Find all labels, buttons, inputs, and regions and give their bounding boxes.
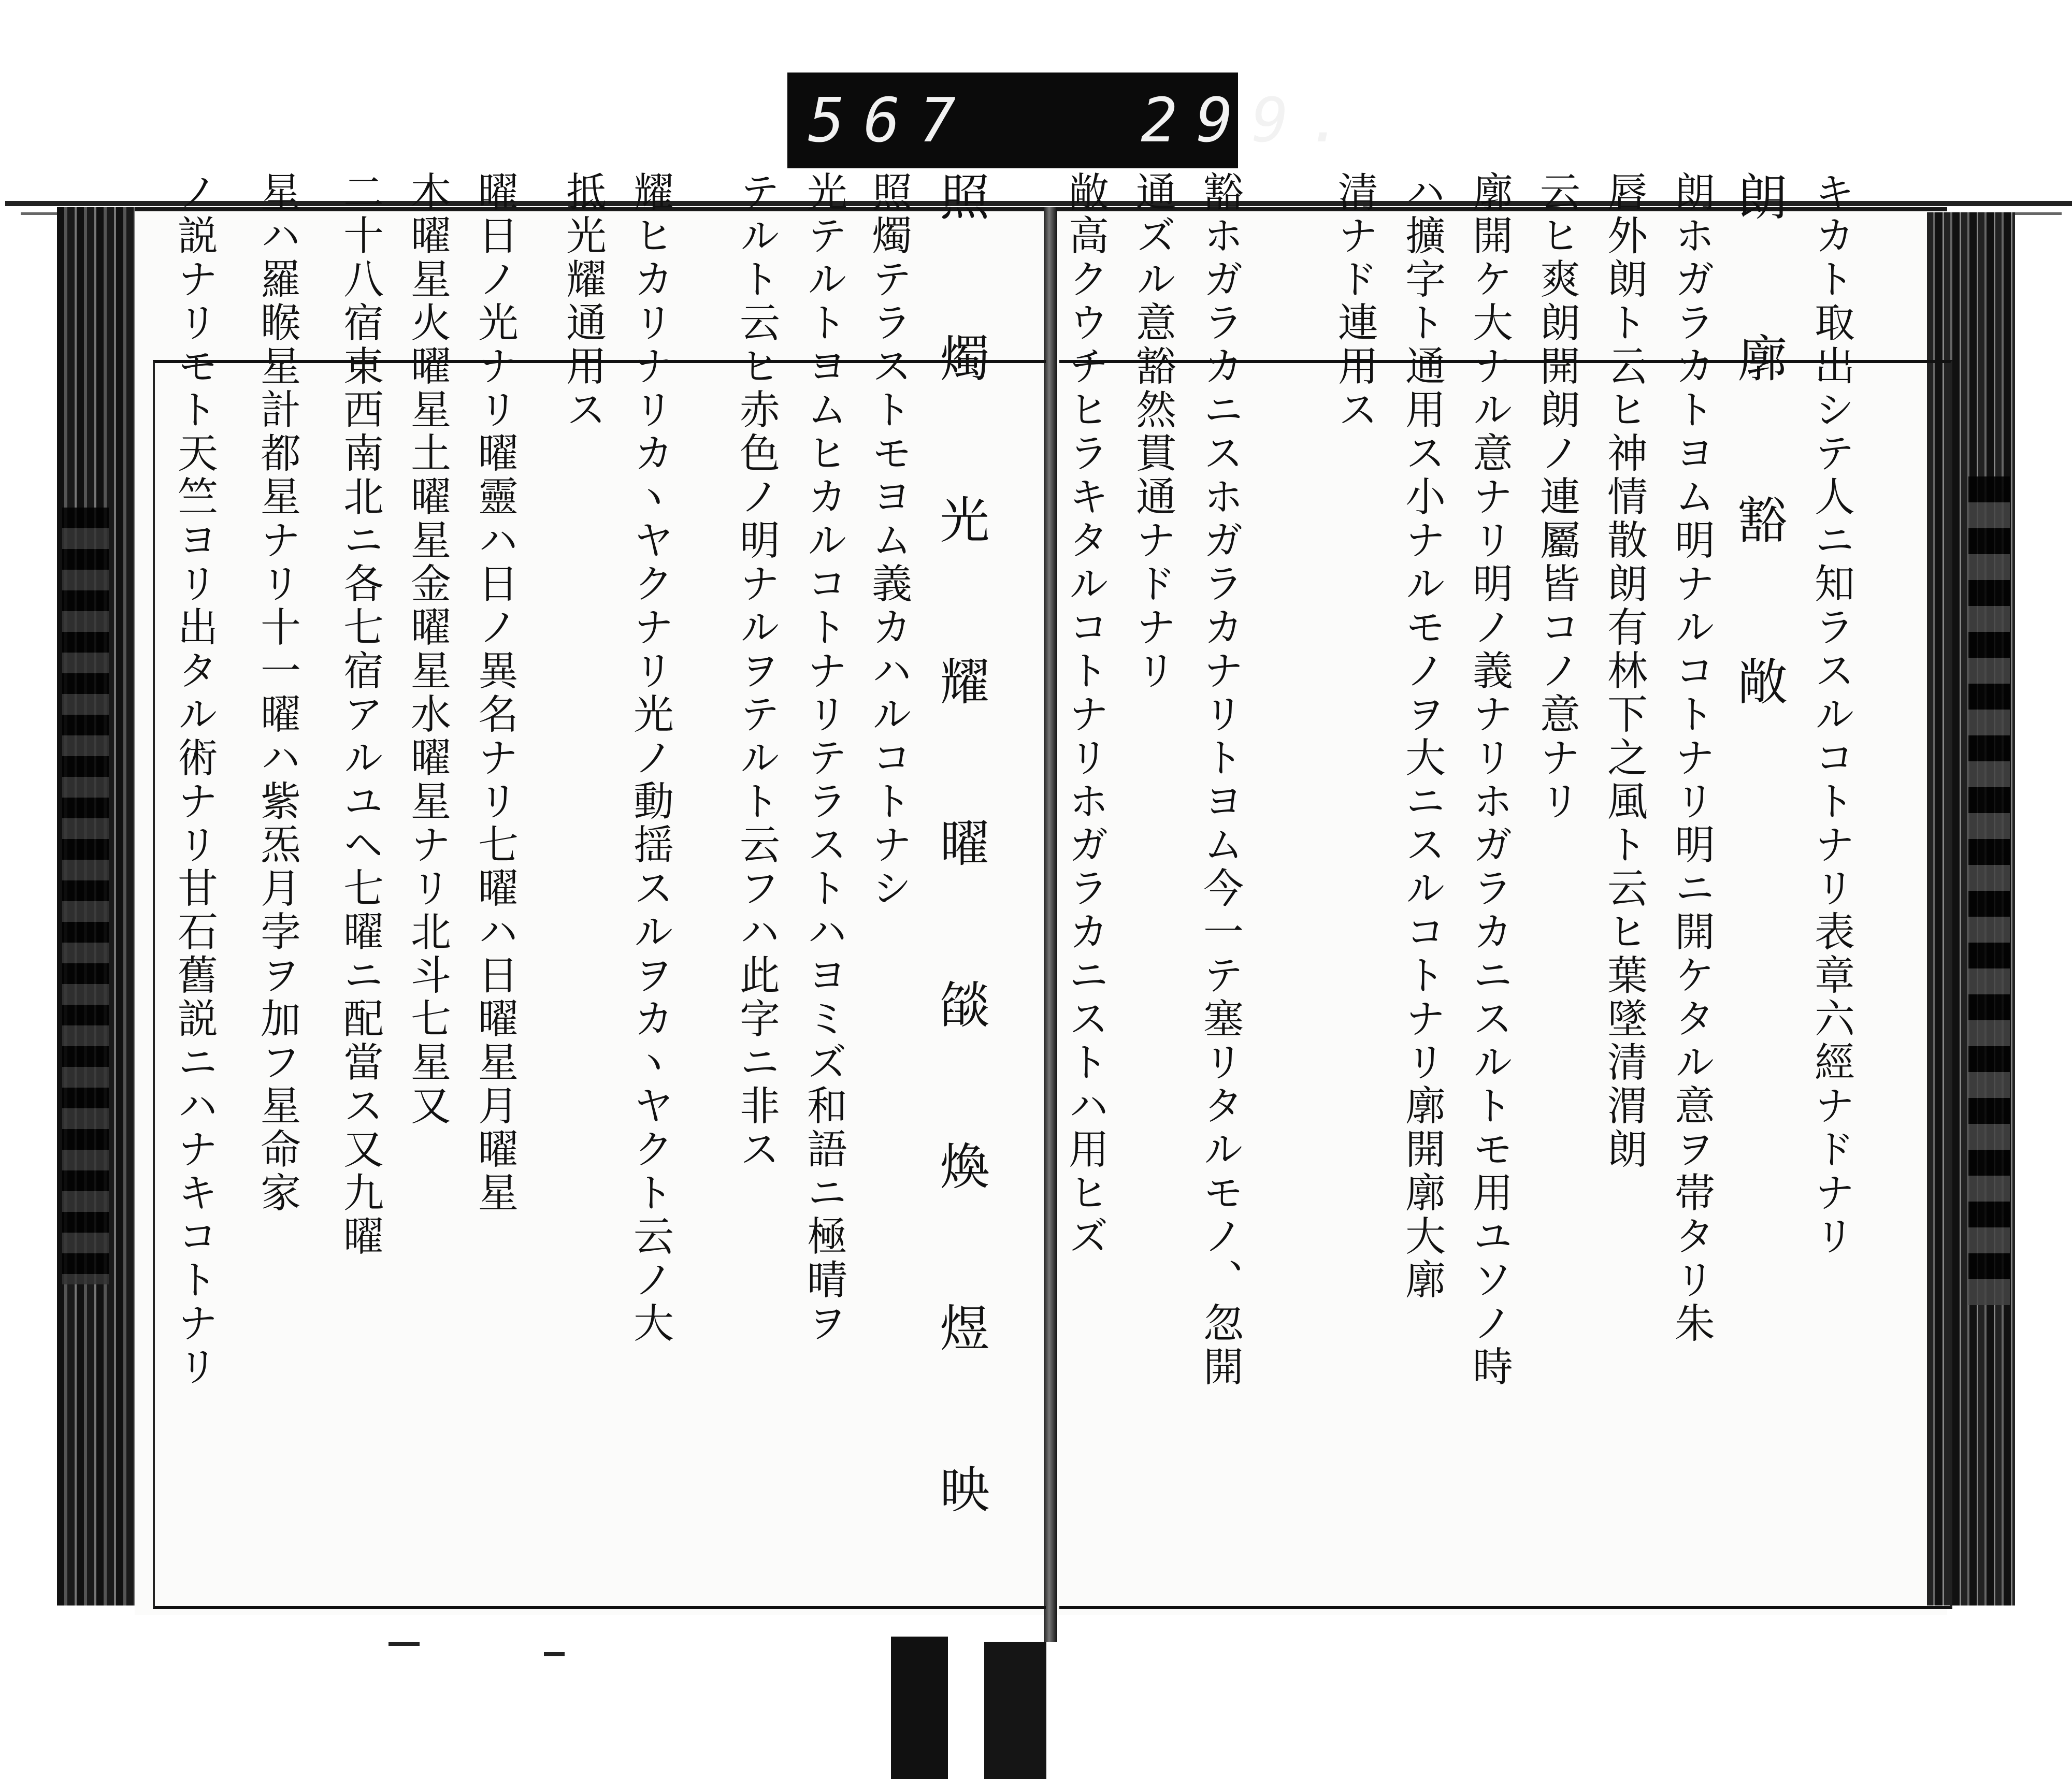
right-col-11: 敞高クウチヒラキタルコトナリホガラカニストハ用ヒズ — [1062, 171, 1109, 1259]
left-col-5: 耀ヒカリナリカヽヤクナリ光ノ動揺スルヲカヽヤクト云ノ大 — [627, 171, 673, 1346]
right-col-1: キカト取出シテ人ニ知ラスルコトナリ表章六經ナドナリ — [1808, 171, 1854, 1259]
right-col-8: 清ナド連用ス — [1331, 171, 1378, 432]
left-col-3: 光テルトヨムヒカルコトナリテラストハヨミズ和語ニ極晴ヲ — [800, 171, 847, 1346]
left-col-7: 曜日ノ光ナリ曜靈ハ日ノ異名ナリ七曜ハ日曜星月曜星 — [471, 171, 518, 1215]
right-col-9: 豁ホガラカニスホガラカナリトヨム今一テ塞リタルモノ、忽開 — [1197, 171, 1243, 1389]
scan-clip-left — [891, 1637, 948, 1779]
left-col-4: テルト云ヒ赤色ノ明ナルヲテルト云フハ此字ニ非ス — [733, 171, 780, 1171]
left-col-6: 抵光耀通用ス — [559, 171, 606, 432]
left-col-2: 照燭テラストモヨム義カハルコトナシ — [865, 171, 912, 910]
right-col-3: 朗ホガラカトヨム明ナルコトナリ明ニ開ケタル意ヲ帯タリ朱 — [1668, 171, 1715, 1346]
left-col-8: 木曜星火曜星土曜星金曜星水曜星ナリ北斗七星又 — [404, 171, 451, 1128]
left-col-10: 星ハ羅睺星計都星ナリ十一曜ハ紫炁月孛ヲ加フ星命家 — [254, 171, 300, 1215]
right-spine-label — [1968, 476, 2010, 1305]
right-col-headwords: 朗 廓 豁 敞 — [1730, 171, 1788, 736]
right-col-10: 通ズル意豁然貫通ナドナリ — [1129, 171, 1176, 693]
left-col-11: ノ説ナリモト天竺ヨリ出タル術ナリ甘石舊説ニハナキコトナリ — [171, 171, 218, 1389]
scan-dash — [388, 1642, 420, 1646]
left-col-9: 二十八宿東西南北ニ各七宿アルユヘ七曜ニ配當ス又九曜 — [337, 171, 383, 1259]
right-col-5: 云ヒ爽朗開朗ノ連屬皆コノ意ナリ — [1533, 171, 1580, 823]
scan-clip-right — [984, 1642, 1046, 1779]
right-col-6: 廓開ケ大ナル意ナリ明ノ義ナリホガラカニスルトモ用ユソノ時 — [1466, 171, 1513, 1389]
right-col-4: 唇外朗ト云ヒ神情散朗有林下之風ト云ヒ葉墜清渭朗 — [1601, 171, 1647, 1171]
right-col-7: ハ擴字ト通用ス小ナルモノヲ大ニスルコトナリ廓開廓大廓 — [1399, 171, 1445, 1302]
scan-dash — [544, 1652, 565, 1656]
catalog-number-plate — [787, 73, 1363, 168]
left-col-headwords: 照 燭 光 耀 曜 燄 煥 煜 映 — [932, 171, 990, 1544]
catalog-number: 567 299. — [808, 84, 1363, 156]
left-spine-label — [62, 508, 109, 1284]
